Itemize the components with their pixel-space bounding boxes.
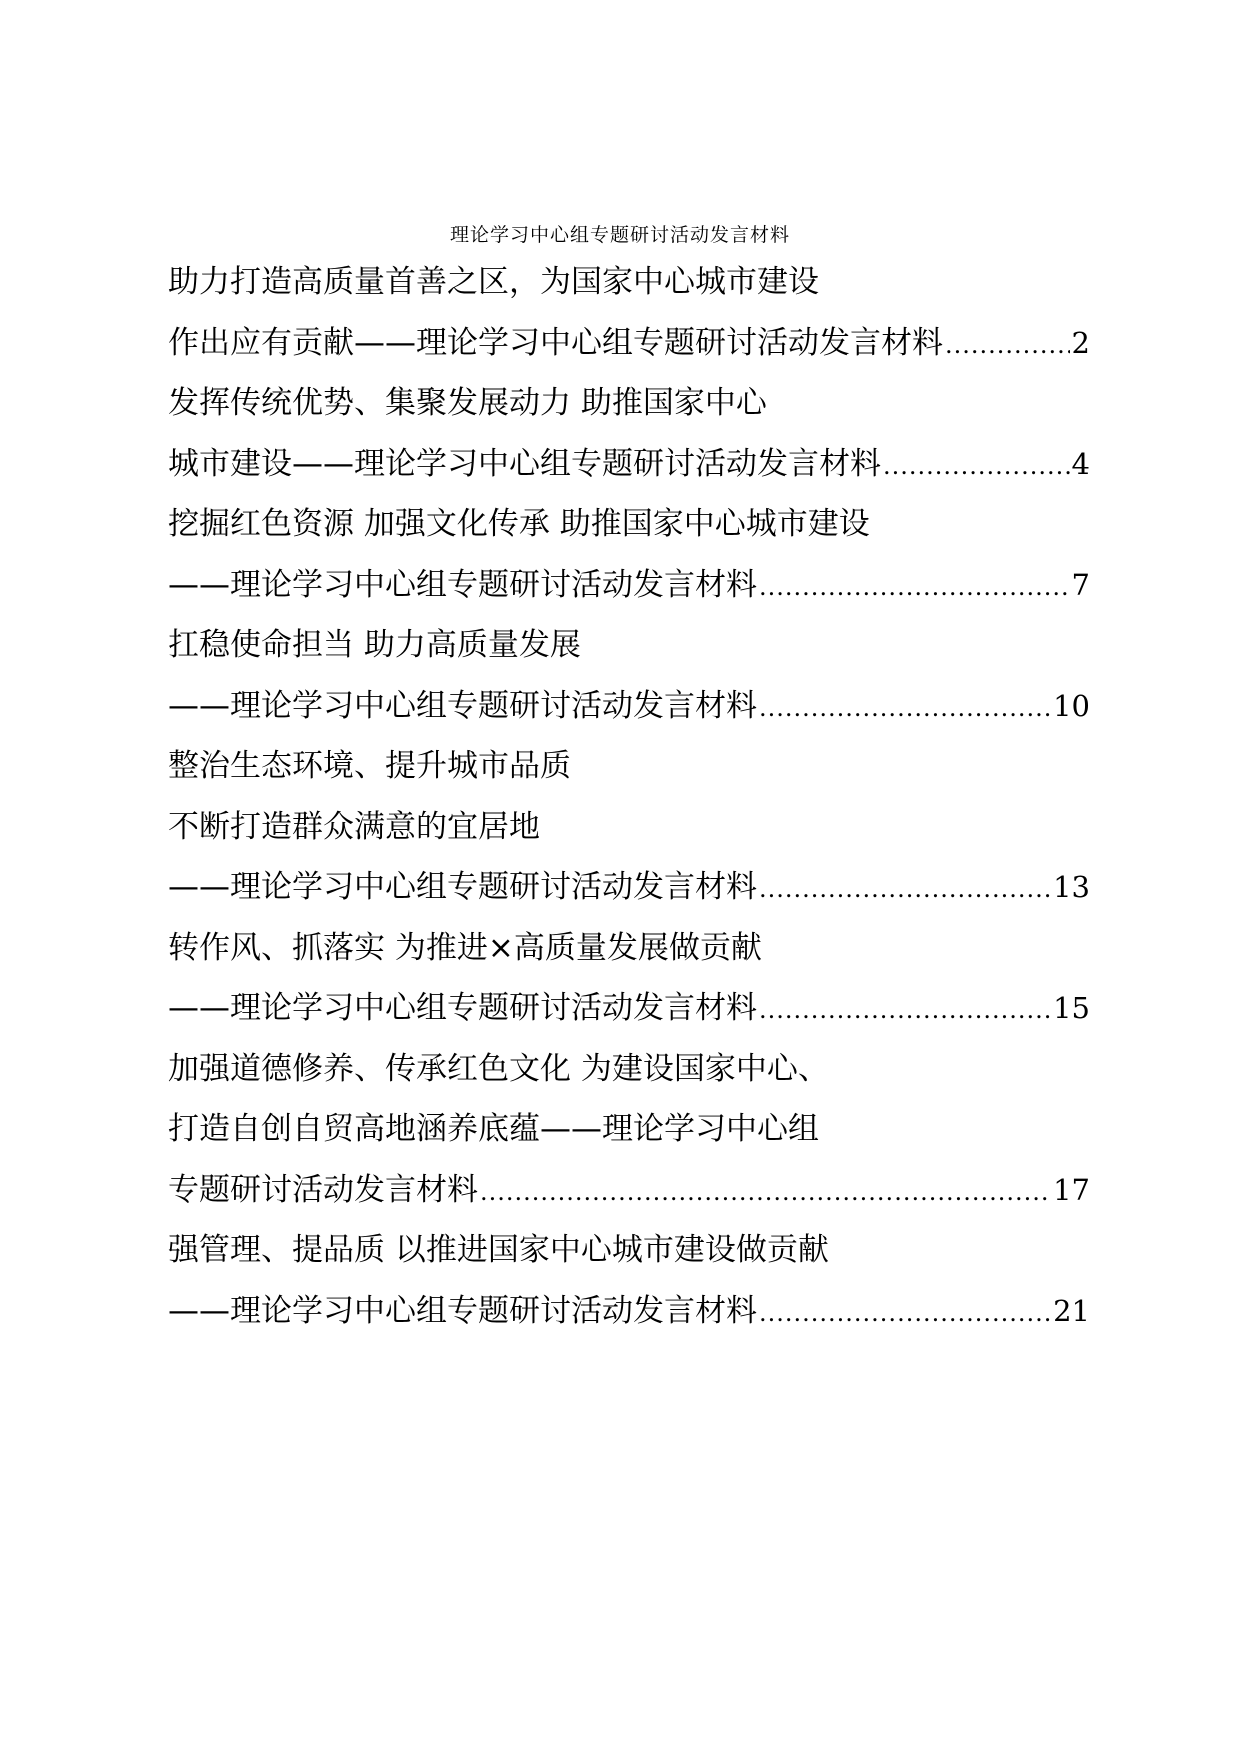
toc-entry-leader-line	[168, 676, 1090, 737]
page-header: 理论学习中心组专题研讨活动发言材料	[449, 224, 790, 246]
toc-entry-title-line: 城市建设——理论学习中心组专题研讨活动发言材料	[168, 445, 881, 482]
toc-page-number: 2	[1071, 325, 1090, 360]
toc-entry-title-line: ——理论学习中心组专题研讨活动发言材料	[168, 869, 757, 905]
dot-leader	[943, 315, 1070, 374]
toc-page-number: 4	[1071, 446, 1090, 481]
toc-page-number: 10	[1053, 688, 1090, 723]
toc-entry-title-line: 加强道德修养、传承红色文化 为建设国家中心、	[168, 1050, 829, 1087]
toc-entry-leader-line	[168, 555, 1090, 616]
dot-leader	[757, 678, 1051, 737]
toc-entry[interactable]	[168, 736, 1090, 918]
toc-entry-title-line: 挖掘红色资源 加强文化传承 助推国家中心城市建设	[168, 506, 870, 542]
toc-entry[interactable]	[168, 494, 1090, 615]
toc-entry-title-line: ——理论学习中心组专题研讨活动发言材料	[168, 687, 757, 724]
dot-leader	[757, 1283, 1051, 1342]
toc-entry-leader-line	[168, 1281, 1090, 1342]
toc-entry[interactable]	[168, 373, 1090, 494]
toc-page-number: 21	[1053, 1293, 1090, 1328]
toc-page-number: 17	[1053, 1172, 1090, 1207]
toc-entry-title-line: 发挥传统优势、集聚发展动力 助推国家中心	[168, 385, 767, 421]
toc-entry-title-line: 整治生态环境、提升城市品质	[168, 748, 571, 784]
toc-entry[interactable]	[168, 252, 1090, 373]
toc-entry-title-line: 不断打造群众满意的宜居地	[168, 808, 540, 845]
toc-entry-leader-line	[168, 1160, 1090, 1221]
dot-leader	[757, 557, 1070, 616]
toc-page-number: 13	[1053, 870, 1090, 904]
toc-entry-title-line: ——理论学习中心组专题研讨活动发言材料	[168, 1292, 757, 1329]
toc-entry-leader-line	[168, 434, 1090, 495]
toc-page-number: 7	[1071, 567, 1090, 602]
toc-entry-title-line: ——理论学习中心组专题研讨活动发言材料	[168, 566, 757, 603]
toc-entry-leader-line	[168, 857, 1090, 918]
toc-entry-title-line: 助力打造高质量首善之区，为国家中心城市建设	[168, 264, 819, 300]
toc-entry-leader-line	[168, 313, 1090, 374]
toc-entry-title-line: ——理论学习中心组专题研讨活动发言材料	[168, 990, 757, 1026]
dot-leader	[757, 859, 1051, 918]
table-of-contents	[168, 252, 1090, 1341]
toc-entry[interactable]	[168, 918, 1090, 1039]
toc-entry[interactable]	[168, 1220, 1090, 1341]
toc-entry-title-line: 专题研讨活动发言材料	[168, 1171, 478, 1208]
dot-leader	[757, 980, 1051, 1039]
dot-leader	[881, 436, 1070, 495]
toc-entry-title-line: 打造自创自贸高地涵养底蕴——理论学习中心组	[168, 1111, 819, 1147]
toc-entry-title-line: 强管理、提品质 以推进国家中心城市建设做贡献	[168, 1232, 829, 1268]
toc-entry-title-line: 转作风、抓落实 为推进×高质量发展做贡献	[168, 929, 762, 966]
toc-entry-leader-line	[168, 978, 1090, 1039]
toc-entry-title-line: 作出应有贡献——理论学习中心组专题研讨活动发言材料	[168, 324, 943, 361]
toc-page-number: 15	[1053, 991, 1090, 1025]
toc-entry[interactable]	[168, 615, 1090, 736]
toc-entry[interactable]	[168, 1039, 1090, 1221]
toc-entry-title-line: 扛稳使命担当 助力高质量发展	[168, 627, 581, 663]
dot-leader	[478, 1162, 1051, 1221]
